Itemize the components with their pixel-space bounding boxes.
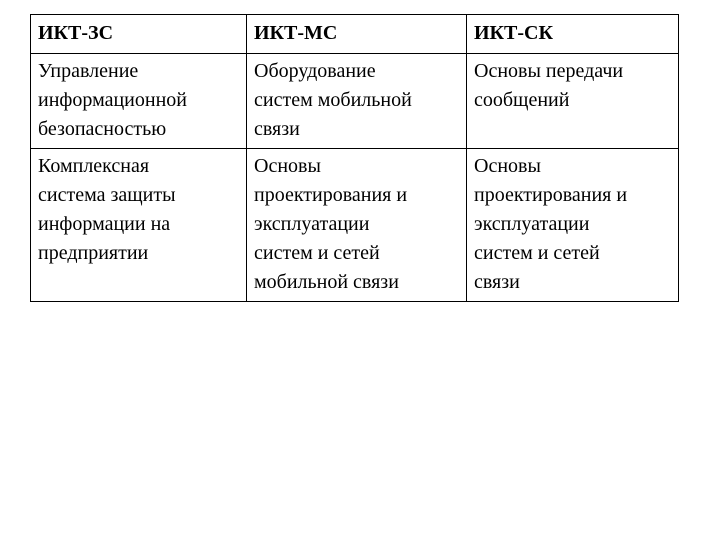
cell-text-line: мобильной связи (254, 271, 399, 293)
cell-text-line: Комплексная (38, 155, 150, 177)
cell-text-line: сообщений (474, 89, 570, 111)
cell-text-line: проектирования и (474, 184, 628, 206)
cell-text-line: систем мобильной (254, 89, 412, 111)
table-cell (31, 149, 247, 302)
cell-text-line: связи (474, 271, 520, 293)
table-cell (31, 54, 247, 149)
cell-text-line: систем и сетей (474, 242, 600, 264)
table-cell (247, 54, 467, 149)
header-ikt-sk: ИКТ-СК (467, 15, 679, 54)
cell-text-line: эксплуатации (474, 213, 590, 235)
cell-text-line: информационной (38, 89, 187, 111)
cell-text-line: Основы передачи (474, 60, 624, 82)
specialization-table (30, 14, 679, 302)
table-cell (467, 149, 679, 302)
cell-text-line: Основы (474, 155, 541, 177)
cell-text-line: Оборудование (254, 60, 376, 82)
cell-text-line: связи (254, 118, 300, 140)
header-ikt-ms: ИКТ-МС (247, 15, 467, 54)
header-ikt-zs: ИКТ-ЗС (31, 15, 247, 54)
cell-text-line: систем и сетей (254, 242, 380, 264)
header-row (31, 15, 679, 54)
cell-text-line: эксплуатации (254, 213, 370, 235)
cell-text-line: предприятии (38, 242, 149, 264)
cell-text-line: система защиты (38, 184, 176, 206)
table-cell (467, 54, 679, 149)
table-cell (247, 149, 467, 302)
cell-text-line: проектирования и (254, 184, 408, 206)
cell-text-line: Основы (254, 155, 321, 177)
cell-text-line: Управление (38, 60, 139, 82)
cell-text-line: безопасностью (38, 118, 167, 140)
cell-text-line: информации на (38, 213, 171, 235)
table-row (31, 149, 679, 302)
table-row (31, 54, 679, 149)
